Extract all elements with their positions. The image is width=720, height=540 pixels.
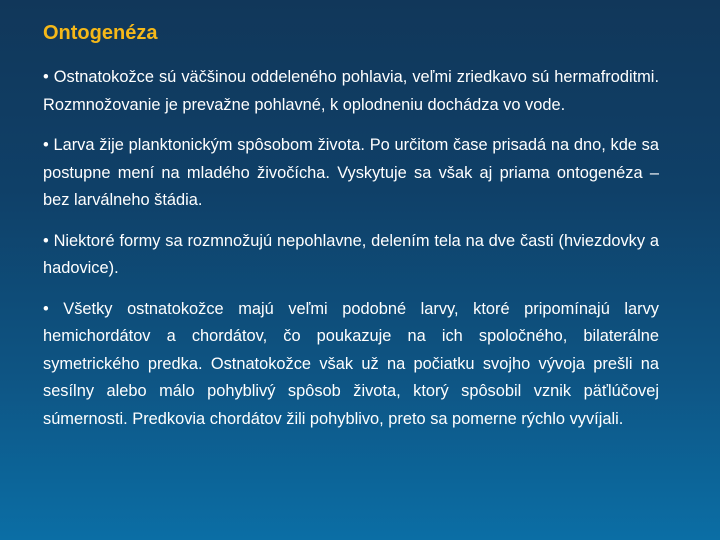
slide-title: Ontogenéza [43, 22, 158, 44]
slide-content [43, 18, 659, 446]
bullet-item-2: • Larva žije planktonickým spôsobom života. Po určitom čase prisadá na dno, kde sa postupne mení na mladého živočícha. Vyskytuje sa však aj priama ontogenéza – bez larválneho štádia. [43, 136, 659, 209]
bullet-list [43, 64, 659, 433]
bullet-item-1: • Ostnatokožce sú väčšinou oddeleného pohlavia, veľmi zriedkavo sú hermafroditmi. Rozmnožovanie je prevažne pohlavné, k oplodneniu dochádza vo vode. [43, 68, 659, 114]
bullet-item-4: • Všetky ostnatokožce majú veľmi podobné larvy, ktoré pripomínajú larvy hemichordátov a chordátov, čo poukazuje na ich spoločného, bilaterálne symetrického predka. Ostnatokožce však už na počiatku svojho vývoja prešli na sesílny alebo málo pohyblivý spôsob života, ktorý spôsobil vznik päťlúčovej súmernosti. Predkovia chordátov žili pohyblivo, preto sa pomerne rýchlo vyvíjali. [43, 299, 659, 428]
bullet-item-3: • Niektoré formy sa rozmnožujú nepohlavne, delením tela na dve časti (hviezdovky a hadovice). [43, 231, 659, 277]
